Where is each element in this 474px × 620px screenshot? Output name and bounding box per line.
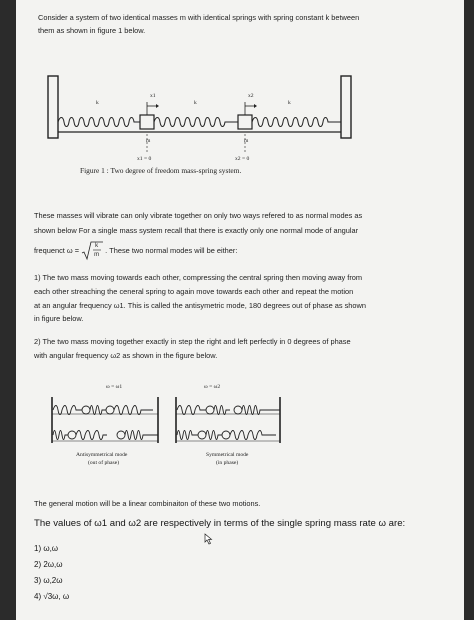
document-page bbox=[16, 0, 464, 620]
label-k-mid: k bbox=[194, 100, 197, 106]
right-spring bbox=[252, 118, 341, 127]
label-k-right: k bbox=[288, 100, 291, 106]
sqrt-k-over-m bbox=[81, 244, 103, 258]
option-4[interactable]: 4) √3ω, ω bbox=[34, 592, 70, 601]
para2-line-2: each other streaching the ceneral spring to again move towards each other and repeat the motion bbox=[34, 287, 354, 296]
antisymmetric-caption-1: Antisymmetrical mode bbox=[76, 452, 128, 458]
sqrt-sign-icon bbox=[81, 241, 103, 261]
question-text: The values of ω1 and ω2 are respectively in terms of the single spring mass rate ω are: bbox=[34, 518, 406, 529]
figure-1-mass-spring-diagram bbox=[16, 70, 464, 160]
symmetric-mode-diagram bbox=[176, 397, 280, 443]
option-3[interactable]: 3) ω,2ω bbox=[34, 576, 63, 585]
intro-line-1: Consider a system of two identical masses m with identical springs with spring constant k between bbox=[38, 13, 360, 22]
left-mass bbox=[140, 115, 154, 129]
left-wall bbox=[48, 76, 58, 138]
x1-arrow-head bbox=[156, 104, 159, 108]
para1-line-1: These masses will vibrate can only vibrate together on only two ways refered to as normal modes as bbox=[34, 211, 363, 220]
para2-line-4: in figure below. bbox=[34, 314, 84, 323]
para1-line-2: shown below For a single mass system recall that there is exactly only one normal mode of angular bbox=[34, 226, 359, 235]
intro-line-2: them as shown in figure 1 below. bbox=[38, 26, 146, 35]
middle-spring bbox=[154, 118, 238, 127]
sqrt-numerator: k bbox=[95, 243, 99, 249]
symmetric-caption-2: (in phase) bbox=[216, 460, 239, 466]
left-omega-label: ω = ω1 bbox=[106, 384, 123, 390]
label-x2-eq: x2 = 0 bbox=[235, 156, 250, 162]
sqrt-denominator: m bbox=[94, 252, 100, 258]
para1-line-3-suffix: . These two normal modes will be either: bbox=[105, 245, 238, 255]
para1-frequency-label: frequenct ω = bbox=[34, 245, 80, 255]
label-x1-top: x1 bbox=[150, 93, 156, 99]
right-omega-label: ω = ω2 bbox=[204, 384, 221, 390]
label-k-left: k bbox=[96, 100, 99, 106]
right-mass bbox=[238, 115, 252, 129]
mouse-cursor-icon bbox=[204, 533, 214, 545]
para3-line-2: with angular frequency ω2 as shown in the figure below. bbox=[34, 351, 218, 360]
para4: The general motion will be a linear combinaiton of these two motions. bbox=[34, 499, 261, 508]
figure-2-normal-modes-diagram bbox=[16, 393, 464, 449]
option-2[interactable]: 2) 2ω,ω bbox=[34, 560, 63, 569]
right-wall bbox=[341, 76, 351, 138]
figure-1-caption: Figure 1 : Two degree of freedom mass-spring system. bbox=[80, 166, 242, 175]
label-m-right: m bbox=[244, 138, 249, 144]
para2-line-1: 1) The two mass moving towards each other, compressing the central spring then moving away from bbox=[34, 273, 363, 282]
x2-arrow-head bbox=[254, 104, 257, 108]
para3-line-1: 2) The two mass moving together exactly in step the right and left perfectly in 0 degrees of phase bbox=[34, 337, 351, 346]
label-x1-eq: x1 = 0 bbox=[137, 156, 152, 162]
label-m-left: m bbox=[146, 138, 151, 144]
option-1[interactable]: 1) ω,ω bbox=[34, 544, 59, 553]
antisymmetric-caption-2: (out of phase) bbox=[88, 460, 120, 466]
label-x2-top: x2 bbox=[248, 93, 254, 99]
left-spring bbox=[58, 118, 140, 127]
antisymmetric-mode-diagram bbox=[52, 397, 158, 443]
symmetric-caption-1: Symmetrical mode bbox=[206, 452, 249, 458]
para2-line-3: at an angular frequency ω1. This is called the antisymetric mode, 180 degrees out of phase as shown bbox=[34, 301, 366, 310]
para1-line-3 bbox=[34, 244, 237, 258]
